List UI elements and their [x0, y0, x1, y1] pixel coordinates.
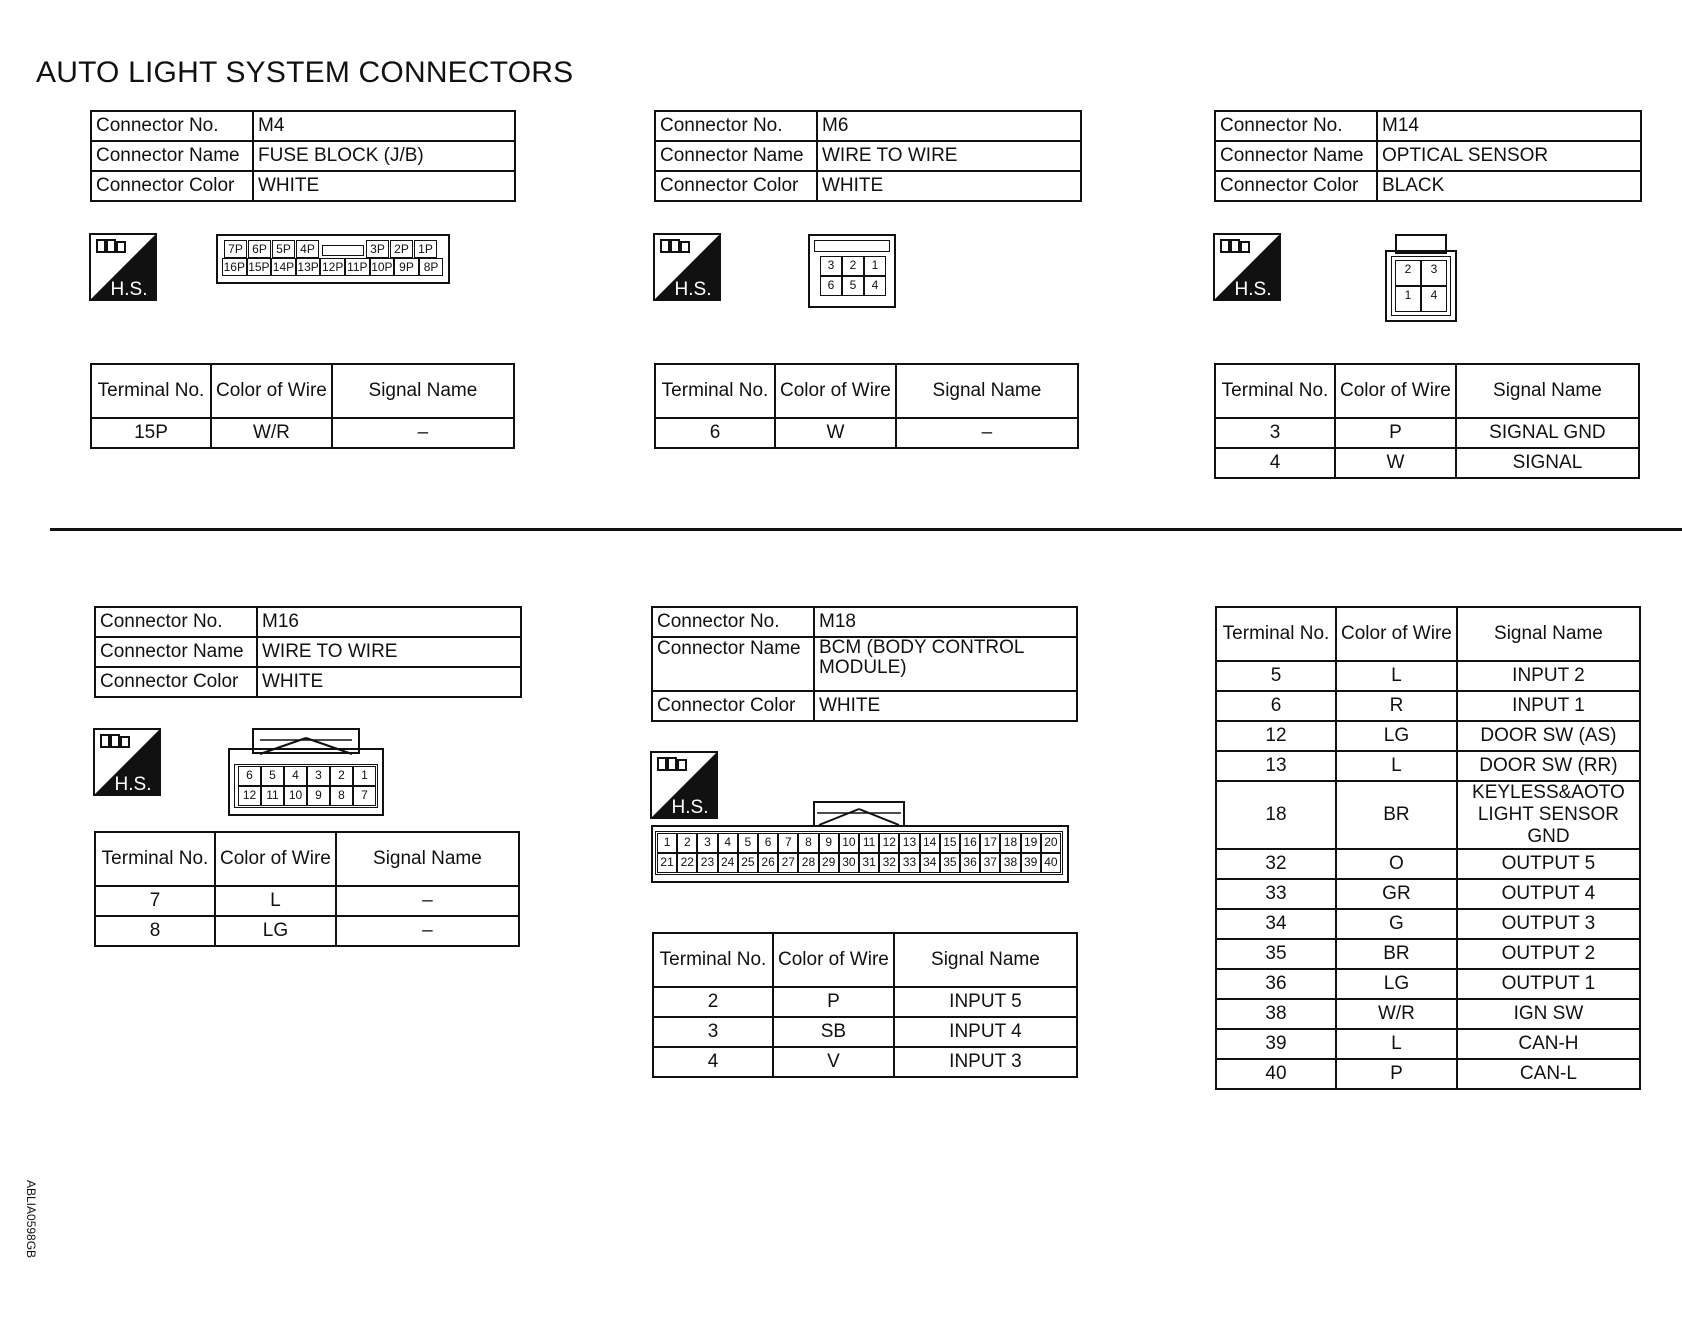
- connector-no: M18: [814, 607, 1077, 637]
- wire-color: BR: [1336, 781, 1457, 849]
- pin-cell: 2: [330, 766, 353, 786]
- signal-name: INPUT 1: [1457, 691, 1640, 721]
- pin-cell: 8: [798, 833, 818, 853]
- pin-cell: 19: [1021, 833, 1041, 853]
- wire-color: P: [1336, 1059, 1457, 1089]
- pin-cell: 27: [778, 853, 798, 873]
- pin-cell: 16: [960, 833, 980, 853]
- pin-cell: 1: [657, 833, 677, 853]
- terminal-no: 35: [1216, 939, 1336, 969]
- pin-cell: 2: [842, 256, 864, 276]
- terminal-row: [91, 418, 514, 448]
- terminal-row: [1216, 751, 1640, 781]
- pin-cell: 9: [819, 833, 839, 853]
- connector-name: BCM (BODY CONTROL MODULE): [814, 637, 1077, 691]
- svg-text:H.S.: H.S.: [1234, 279, 1272, 300]
- wire-color: L: [1336, 751, 1457, 781]
- pin-cell: 20: [1041, 833, 1061, 853]
- connector-name: WIRE TO WIRE: [257, 637, 521, 667]
- pin-cell: 2P: [390, 240, 413, 258]
- terminal-row: [1216, 879, 1640, 909]
- connector-color: WHITE: [253, 171, 515, 201]
- terminal-table-m14: Terminal No. Color of Wire Signal Name 3 P SIGNAL GND 4 W SIGNAL: [1214, 363, 1640, 479]
- document-id: ABLIA0598GB: [24, 1180, 38, 1259]
- pin-cell: 3: [697, 833, 717, 853]
- pin-cell: 5: [261, 766, 284, 786]
- section-divider: [50, 528, 1682, 531]
- connector-name: FUSE BLOCK (J/B): [253, 141, 515, 171]
- signal-name: INPUT 4: [894, 1017, 1077, 1047]
- wire-color: L: [1336, 1029, 1457, 1059]
- pin-cell: 15P: [248, 260, 270, 274]
- connector-face-m14: [1385, 234, 1457, 322]
- pin-cell: 21: [657, 853, 677, 873]
- terminal-no: 39: [1216, 1029, 1336, 1059]
- pin-cell: 3P: [366, 240, 389, 258]
- pin-cell: 4: [864, 276, 886, 296]
- pin-cell: 6: [820, 276, 842, 296]
- signal-name: INPUT 5: [894, 987, 1077, 1017]
- connector-no: M16: [257, 607, 521, 637]
- pin-cell: 10: [839, 833, 859, 853]
- signal-name: SIGNAL: [1456, 448, 1639, 478]
- terminal-no: 13: [1216, 751, 1336, 781]
- terminal-row: [1216, 849, 1640, 879]
- harness-side-icon: [1213, 233, 1281, 301]
- signal-name: DOOR SW (AS): [1457, 721, 1640, 751]
- pin-cell: 8: [330, 786, 353, 806]
- signal-name: –: [896, 418, 1078, 448]
- connector-color: WHITE: [257, 667, 521, 697]
- signal-name: INPUT 3: [894, 1047, 1077, 1077]
- pin-cell: 35: [940, 853, 960, 873]
- pin-cell: 16P: [223, 260, 245, 274]
- terminal-row: [653, 1017, 1077, 1047]
- pin-cell: 31: [859, 853, 879, 873]
- svg-text:H.S.: H.S.: [110, 279, 148, 300]
- terminal-row: [1216, 939, 1640, 969]
- pin-cell: 3: [307, 766, 330, 786]
- connector-name: OPTICAL SENSOR: [1377, 141, 1641, 171]
- wire-color: LG: [1336, 969, 1457, 999]
- terminal-no: 38: [1216, 999, 1336, 1029]
- signal-name: IGN SW: [1457, 999, 1640, 1029]
- wire-color: W/R: [211, 418, 332, 448]
- terminal-row: [1216, 721, 1640, 751]
- pin-cell: 4: [284, 766, 307, 786]
- pin-cell: 6P: [248, 240, 271, 258]
- connector-color: WHITE: [814, 691, 1077, 721]
- terminal-no: 2: [653, 987, 773, 1017]
- terminal-row: [655, 418, 1078, 448]
- pin-cell: 7P: [224, 240, 247, 258]
- pin-cell: 30: [839, 853, 859, 873]
- wire-color: R: [1336, 691, 1457, 721]
- terminal-no: 5: [1216, 661, 1336, 691]
- pin-cell: 17: [980, 833, 1000, 853]
- terminal-no: 15P: [91, 418, 211, 448]
- terminal-row: [1216, 909, 1640, 939]
- signal-name: OUTPUT 4: [1457, 879, 1640, 909]
- connector-color: BLACK: [1377, 171, 1641, 201]
- terminal-table-m16: Terminal No. Color of Wire Signal Name 7 L – 8 LG –: [94, 831, 520, 947]
- signal-name: KEYLESS&AOTO LIGHT SENSOR GND: [1457, 781, 1640, 849]
- pin-cell: 7: [778, 833, 798, 853]
- pin-cell: 4: [1421, 286, 1447, 312]
- pin-cell: 29: [819, 853, 839, 873]
- terminal-no: 7: [95, 886, 215, 916]
- pin-cell: 12: [879, 833, 899, 853]
- pin-cell: 5: [738, 833, 758, 853]
- pin-cell: 18: [1000, 833, 1020, 853]
- connector-slot: [322, 245, 364, 256]
- terminal-no: 40: [1216, 1059, 1336, 1089]
- terminal-row: [1216, 1029, 1640, 1059]
- harness-side-icon: [89, 233, 157, 301]
- signal-name: –: [332, 418, 514, 448]
- pin-cell: 23: [697, 853, 717, 873]
- connector-face-m6: [808, 234, 896, 308]
- pin-cell: 34: [920, 853, 940, 873]
- connector-no: M14: [1377, 111, 1641, 141]
- terminal-no: 3: [1215, 418, 1335, 448]
- terminal-no: 4: [1215, 448, 1335, 478]
- latch-mark: [228, 728, 384, 758]
- wire-color: O: [1336, 849, 1457, 879]
- pin-cell: 2: [677, 833, 697, 853]
- pin-cell: 9P: [394, 258, 419, 276]
- terminal-row: [95, 886, 519, 916]
- pin-cell: 28: [798, 853, 818, 873]
- svg-text:H.S.: H.S.: [114, 774, 152, 795]
- pin-cell: 40: [1041, 853, 1061, 873]
- pin-cell: 24: [718, 853, 738, 873]
- svg-text:H.S.: H.S.: [671, 797, 709, 818]
- harness-side-icon: [653, 233, 721, 301]
- pin-cell: 32: [879, 853, 899, 873]
- terminal-no: 3: [653, 1017, 773, 1047]
- terminal-row: [1216, 969, 1640, 999]
- pin-cell: 8P: [419, 258, 444, 276]
- pin-cell: 4: [718, 833, 738, 853]
- pin-cell: 12: [238, 786, 261, 806]
- wire-color: W/R: [1336, 999, 1457, 1029]
- wire-color: W: [1335, 448, 1456, 478]
- terminal-row: [653, 987, 1077, 1017]
- connector-info-m6: Connector No. M6 Connector Name WIRE TO WIRE Connector Color WHITE: [654, 110, 1082, 202]
- connector-info-m4: Connector No. M4 Connector Name FUSE BLOCK (J/B) Connector Color WHITE: [90, 110, 516, 202]
- pin-cell: 10: [284, 786, 307, 806]
- terminal-table-m18: Terminal No. Color of Wire Signal Name 2 P INPUT 5 3 SB INPUT 4 4 V INPUT 3: [652, 932, 1078, 1078]
- connector-color: WHITE: [817, 171, 1081, 201]
- pin-cell: 25: [738, 853, 758, 873]
- signal-name: SIGNAL GND: [1456, 418, 1639, 448]
- terminal-row: [1216, 661, 1640, 691]
- harness-side-icon: [93, 728, 161, 796]
- connector-no: M4: [253, 111, 515, 141]
- pin-cell: 1: [1395, 286, 1421, 312]
- pin-cell: 3: [1421, 260, 1447, 286]
- pin-cell: 4P: [296, 240, 319, 258]
- wire-color: V: [773, 1047, 894, 1077]
- terminal-no: 6: [1216, 691, 1336, 721]
- pin-cell: 2: [1395, 260, 1421, 286]
- terminal-row: [1215, 418, 1639, 448]
- pin-cell: 39: [1021, 853, 1041, 873]
- signal-name: CAN-H: [1457, 1029, 1640, 1059]
- terminal-row: [1216, 999, 1640, 1029]
- terminal-no: 8: [95, 916, 215, 946]
- terminal-row: [1216, 1059, 1640, 1089]
- terminal-no: 6: [655, 418, 775, 448]
- signal-name: CAN-L: [1457, 1059, 1640, 1089]
- svg-text:H.S.: H.S.: [674, 279, 712, 300]
- wire-color: LG: [215, 916, 336, 946]
- pin-cell: 1P: [414, 240, 437, 258]
- pin-cell: 6: [238, 766, 261, 786]
- connector-name: WIRE TO WIRE: [817, 141, 1081, 171]
- pin-cell: 37: [980, 853, 1000, 873]
- page-title: AUTO LIGHT SYSTEM CONNECTORS: [36, 56, 574, 89]
- wire-color: P: [1335, 418, 1456, 448]
- signal-name: OUTPUT 2: [1457, 939, 1640, 969]
- connector-no: M6: [817, 111, 1081, 141]
- wire-color: BR: [1336, 939, 1457, 969]
- signal-name: OUTPUT 3: [1457, 909, 1640, 939]
- connector-info-m16: Connector No. M16 Connector Name WIRE TO WIRE Connector Color WHITE: [94, 606, 522, 698]
- signal-name: OUTPUT 5: [1457, 849, 1640, 879]
- pin-cell: 6: [758, 833, 778, 853]
- pin-cell: 15: [940, 833, 960, 853]
- pin-cell: 22: [677, 853, 697, 873]
- terminal-no: 12: [1216, 721, 1336, 751]
- pin-cell: 26: [758, 853, 778, 873]
- terminal-no: 34: [1216, 909, 1336, 939]
- pin-cell: 38: [1000, 853, 1020, 873]
- wire-color: SB: [773, 1017, 894, 1047]
- pin-cell: 5: [842, 276, 864, 296]
- terminal-table-m18-continued: Terminal No. Color of Wire Signal Name 5 L INPUT 2 6 R INPUT 1 12 LG DOOR SW (AS) 13 L DOOR SW (RR) 18 BR KEYLESS&AOTO LIGHT SENSOR GND 32 O OUTPUT 5 33 GR OUTPUT 4 34 G OUTPUT 3 35 BR OUTPUT 2 36 LG OUTPUT 1 38 W/R IGN SW 39 L CAN-H 40 P CAN-L: [1215, 606, 1641, 1090]
- terminal-row: [653, 1047, 1077, 1077]
- signal-name: –: [336, 886, 519, 916]
- connector-info-m14: Connector No. M14 Connector Name OPTICAL SENSOR Connector Color BLACK: [1214, 110, 1642, 202]
- wire-color: L: [215, 886, 336, 916]
- wire-color: L: [1336, 661, 1457, 691]
- signal-name: OUTPUT 1: [1457, 969, 1640, 999]
- terminal-no: 33: [1216, 879, 1336, 909]
- pin-cell: 7: [353, 786, 376, 806]
- pin-cell: 3: [820, 256, 842, 276]
- connector-face-m4: [216, 234, 450, 284]
- terminal-row: [1216, 691, 1640, 721]
- terminal-row: [1216, 781, 1640, 849]
- pin-cell: 5P: [272, 240, 295, 258]
- pin-cell: 33: [899, 853, 919, 873]
- connector-face-m18: [651, 801, 1069, 883]
- connector-info-m18: Connector No. M18 Connector Name BCM (BODY CONTROL MODULE) Connector Color WHITE: [651, 606, 1078, 722]
- pin-cell: 14P: [272, 260, 295, 274]
- pin-cell: 14: [920, 833, 940, 853]
- terminal-row: [1215, 448, 1639, 478]
- pin-cell: 1: [353, 766, 376, 786]
- terminal-no: 32: [1216, 849, 1336, 879]
- pin-cell: 1: [864, 256, 886, 276]
- terminal-row: [95, 916, 519, 946]
- wire-color: W: [775, 418, 896, 448]
- pin-cell: 12P: [322, 260, 344, 274]
- signal-name: INPUT 2: [1457, 661, 1640, 691]
- wire-color: G: [1336, 909, 1457, 939]
- pin-cell: 11: [261, 786, 284, 806]
- terminal-no: 36: [1216, 969, 1336, 999]
- wire-color: P: [773, 987, 894, 1017]
- terminal-no: 4: [653, 1047, 773, 1077]
- pin-cell: 11P: [345, 258, 370, 276]
- pin-cell: 13: [899, 833, 919, 853]
- connector-outline: [814, 240, 890, 252]
- pin-cell: 36: [960, 853, 980, 873]
- signal-name: DOOR SW (RR): [1457, 751, 1640, 781]
- pin-cell: 10P: [371, 260, 393, 274]
- pin-cell: 9: [307, 786, 330, 806]
- connector-face-m16: [228, 728, 384, 816]
- pin-cell: 13P: [297, 260, 319, 274]
- wire-color: LG: [1336, 721, 1457, 751]
- signal-name: –: [336, 916, 519, 946]
- terminal-table-m4: Terminal No. Color of Wire Signal Name 15P W/R –: [90, 363, 515, 449]
- pin-cell: 11: [859, 833, 879, 853]
- terminal-table-m6: Terminal No. Color of Wire Signal Name 6 W –: [654, 363, 1079, 449]
- wire-color: GR: [1336, 879, 1457, 909]
- terminal-no: 18: [1216, 781, 1336, 849]
